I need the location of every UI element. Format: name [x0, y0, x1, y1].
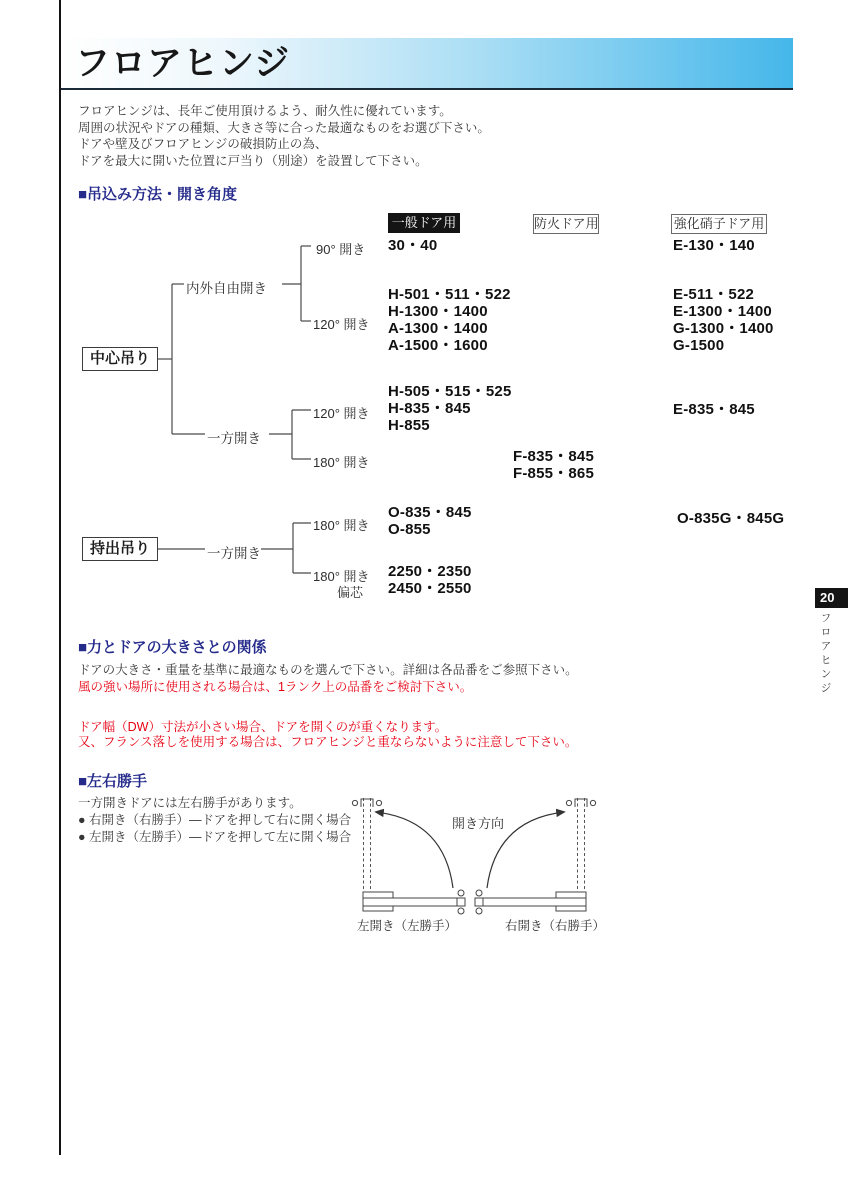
product-general-90: 30・40 [388, 237, 438, 254]
product-line: 2450・2550 [388, 580, 472, 597]
angle-180-ecc: 180° 開き [313, 569, 370, 584]
left-edge-rule [59, 0, 61, 1155]
tree-node-offset-hung: 持出吊り [82, 537, 158, 561]
product-line: A-1500・1600 [388, 337, 488, 354]
column-header-general-door: 一般ドア用 [388, 213, 460, 233]
angle-120-one: 120° 開き [313, 406, 370, 421]
product-group-glass-120-free [673, 286, 774, 354]
product-line: H-835・845 [388, 400, 471, 417]
power-line-red-3: 又、フランス落しを使用する場合は、フロアヒンジと重ならないように注意して下さい。 [78, 735, 578, 749]
door-direction-label: 開き方向 [452, 816, 505, 831]
product-glass-120-one: E-835・845 [673, 401, 755, 418]
handed-line-1: 一方開きドアには左右勝手があります。 [78, 796, 302, 810]
product-line: E-511・522 [673, 286, 755, 303]
product-group-general-180-ecc [388, 563, 472, 597]
product-group-fire-180 [513, 448, 594, 482]
product-line: E-1300・1400 [673, 303, 772, 320]
tree-node-center-hung: 中心吊り [82, 347, 158, 371]
product-line: 2250・2350 [388, 563, 472, 580]
hanging-section-heading: ■吊込み方法・開き角度 [78, 186, 238, 203]
power-section-heading: ■力とドアの大きさとの関係 [78, 639, 267, 656]
door-left-hand-label: 左開き（左勝手） [357, 919, 458, 933]
branch-one-way-offset: 一方開き [207, 546, 261, 561]
product-glass-180-offset: O-835G・845G [677, 510, 785, 527]
branch-free-swing: 内外自由開き [186, 281, 267, 296]
product-line: F-855・865 [513, 465, 595, 482]
product-line: O-835・845 [388, 504, 472, 521]
product-line: O-855 [388, 521, 431, 538]
page-title: フロアヒンジ [75, 44, 291, 83]
angle-180-one: 180° 開き [313, 455, 370, 470]
door-right-hand-label: 右開き（右勝手） [505, 919, 606, 933]
handed-bullet-left: ● 左開き（左勝手）―ドアを押して左に開く場合 [78, 830, 352, 844]
branch-one-way-center: 一方開き [207, 431, 261, 446]
angle-120-free: 120° 開き [313, 317, 370, 332]
column-header-tempered-glass-door: 強化硝子ドア用 [671, 214, 767, 234]
side-tab-vertical-label: フロアヒンジ [819, 612, 831, 696]
column-header-fire-door: 防火ドア用 [533, 214, 599, 234]
handed-bullet-right: ● 右開き（右勝手）―ドアを押して右に開く場合 [78, 813, 352, 827]
product-line: H-505・515・525 [388, 383, 512, 400]
intro-line: ドアを最大に開いた位置に戸当り（別途）を設置して下さい。 [78, 153, 428, 168]
angle-eccentric: 偏芯 [337, 585, 364, 600]
handed-section-heading: ■左右勝手 [78, 773, 148, 790]
power-line-red-2: ドア幅（DW）寸法が小さい場合、ドアを開くのが重くなります。 [78, 720, 448, 734]
product-glass-90: E-130・140 [673, 237, 755, 254]
product-line: A-1300・1400 [388, 320, 488, 337]
page-number-tab: 20 [815, 588, 848, 608]
product-line: F-835・845 [513, 448, 595, 465]
angle-180-offset: 180° 開き [313, 518, 370, 533]
product-group-general-180-offset [388, 504, 472, 538]
page-header-band [61, 38, 793, 90]
product-line: H-1300・1400 [388, 303, 488, 320]
power-line-black: ドアの大きさ・重量を基準に最適なものを選んで下さい。詳細は各品番をご参照下さい。 [78, 663, 578, 677]
intro-line: ドアや壁及びフロアヒンジの破損防止の為、 [78, 137, 328, 151]
power-line-red-1: 風の強い場所に使用される場合は、1ランク上の品番をご検討下さい。 [78, 680, 473, 694]
product-line: H-501・511・522 [388, 286, 511, 303]
product-group-general-120-one [388, 383, 512, 434]
intro-paragraph [78, 103, 490, 169]
intro-line: 周囲の状況やドアの種類、大きさ等に合った最適なものをお選び下さい。 [78, 120, 490, 135]
product-line: G-1300・1400 [673, 320, 774, 337]
angle-90: 90° 開き [316, 242, 366, 257]
product-group-general-120-free [388, 286, 511, 354]
product-line: H-855 [388, 417, 430, 434]
intro-line: フロアヒンジは、長年ご使用頂けるよう、耐久性に優れています。 [78, 104, 452, 118]
product-line: G-1500 [673, 337, 725, 354]
